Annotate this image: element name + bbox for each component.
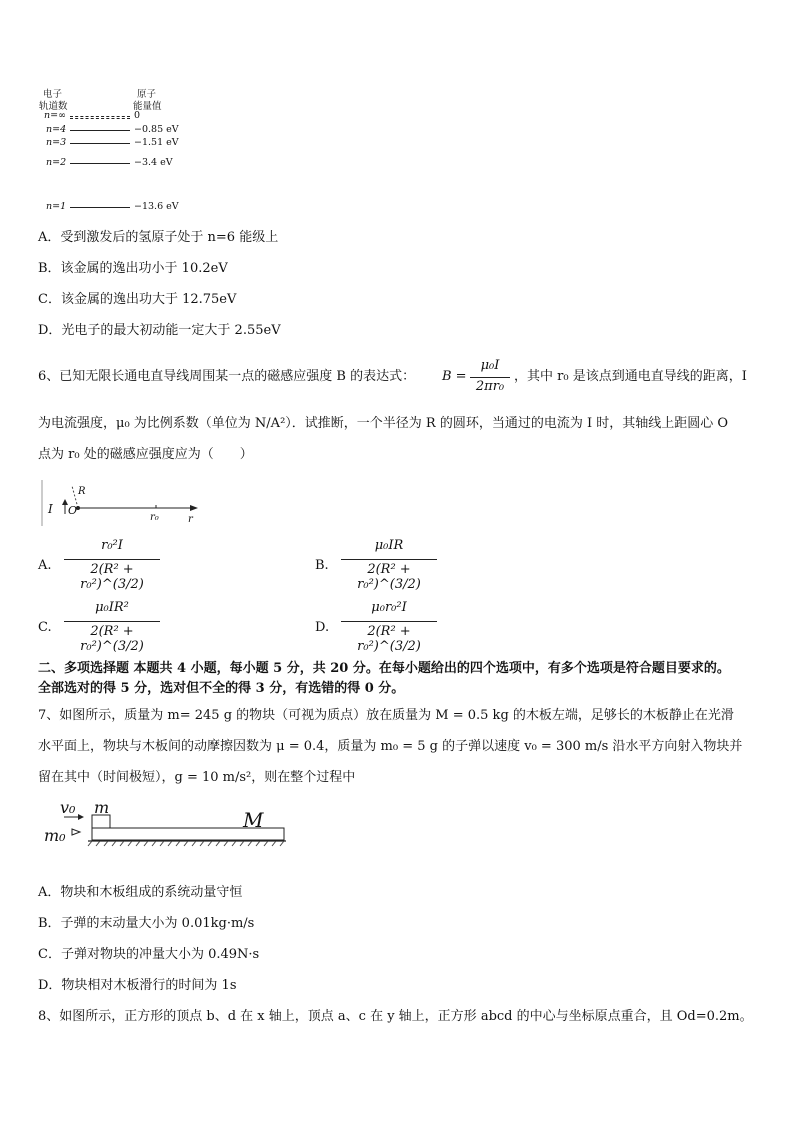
q7-option-a: A．物块和木板组成的系统动量守恒: [38, 885, 243, 900]
level-label-3: n=3: [46, 137, 67, 148]
q6-option-d-label: D.: [315, 620, 330, 635]
level-label-1: n=1: [46, 201, 67, 212]
q6-option-d-bar: [341, 621, 437, 622]
diagram-header-atom: 原子: [137, 89, 157, 100]
q6-option-b-num: μ₀IR: [374, 538, 404, 553]
level-line-4: [70, 130, 130, 131]
level-label-inf: n=∞: [44, 110, 66, 121]
q8-line1: 8、如图所示，正方形的顶点 b、d 在 x 轴上，顶点 a、c 在 y 轴上，正方形 abcd 的中心与坐标原点重合，且 Od=0.2m。: [38, 1009, 753, 1024]
velocity-arrowhead: [78, 814, 84, 820]
q6-option-d-den: 2(R² + r₀²)^(3/2): [357, 624, 421, 654]
q6-figure: [38, 474, 208, 530]
level-line-3: [70, 143, 130, 144]
q6-line2: 为电流强度，μ₀ 为比例系数（单位为 N/A²）．试推断，一个半径为 R 的圆环，当通过的电流为 I 时，其轴线上距圆心 O: [38, 416, 729, 431]
q7-figure: [40, 798, 290, 864]
q6-figure-svg: [38, 474, 208, 530]
level-energy-inf: 0: [134, 110, 141, 121]
level-line-inf: [70, 116, 130, 117]
q5-option-b: B．该金属的逸出功小于 10.2eV: [38, 261, 228, 276]
label-I: I: [48, 502, 53, 516]
diagram-header-electron: 电子: [43, 89, 63, 100]
q7-line2: 水平面上，物块与木板间的动摩擦因数为 μ = 0.4，质量为 m₀ = 5 g 的子弹以速度 v₀ = 300 m/s 沿水平方向射入物块并: [38, 739, 743, 754]
diagram-header-orbit: 轨道数: [39, 101, 68, 112]
q7-line3: 留在其中（时间极短），g = 10 m/s²，则在整个过程中: [38, 770, 356, 785]
q6-line1-b: ，其中 r₀ 是该点到通电直导线的距离，I: [514, 369, 747, 384]
bullet-shape: [72, 829, 80, 835]
q6-option-a-den: 2(R² + r₀²)^(3/2): [80, 562, 144, 592]
label-M: M: [243, 808, 264, 832]
level-energy-2: −3.4 eV: [134, 157, 173, 168]
label-r: r: [188, 514, 193, 525]
q6-option-c-bar: [64, 621, 160, 622]
q7-option-d: D．物块相对木板滑行的时间为 1s: [38, 978, 237, 993]
q6-option-b-den: 2(R² + r₀²)^(3/2): [357, 562, 421, 592]
q6-option-a-num: r₀²I: [101, 538, 123, 553]
q7-option-c: C．子弹对物块的冲量大小为 0.49N·s: [38, 947, 260, 962]
diagram-header-energy: 能量值: [133, 101, 162, 112]
level-line-inf-2: [70, 118, 130, 119]
q6-option-c-label: C.: [38, 620, 52, 635]
label-R: R: [78, 486, 86, 497]
ground-hatch: [88, 841, 284, 846]
level-line-2: [70, 163, 130, 164]
label-r0: r₀: [150, 512, 159, 523]
q6-option-c-num: μ₀IR²: [95, 600, 129, 615]
label-m: m: [94, 798, 110, 817]
label-O: O: [68, 504, 78, 517]
q6-line1-a: 6、已知无限长通电直导线周围某一点的磁感应强度 B 的表达式：: [38, 369, 416, 384]
level-energy-3: −1.51 eV: [134, 137, 179, 148]
q6-option-b-label: B.: [315, 558, 329, 573]
q6-option-b-bar: [341, 559, 437, 560]
level-label-2: n=2: [46, 157, 67, 168]
q6-line3: 点为 r₀ 处的磁感应强度应为（ ）: [38, 447, 253, 462]
q7-option-b: B．子弹的末动量大小为 0.01kg·m/s: [38, 916, 255, 931]
section2-line1: 二、多项选择题 本题共 4 小题，每小题 5 分，共 20 分。在每小题给出的四个选项中，有多个选项是符合题目要求的。: [38, 661, 730, 676]
q6-option-d-num: μ₀r₀²I: [371, 600, 407, 615]
level-energy-1: −13.6 eV: [134, 201, 179, 212]
q6-formula-bar: [470, 377, 510, 378]
q5-option-d: D．光电子的最大初动能一定大于 2.55eV: [38, 323, 281, 338]
section2-line2: 全部选对的得 5 分，选对但不全的得 3 分，有选错的得 0 分。: [38, 681, 405, 696]
level-label-4: n=4: [46, 124, 67, 135]
q6-formula-num: μ₀I: [480, 358, 500, 373]
q6-formula-den: 2πr₀: [475, 379, 505, 394]
q5-option-a: A．受到激发后的氢原子处于 n=6 能级上: [38, 230, 279, 245]
q6-option-a-bar: [64, 559, 160, 560]
level-line-1: [70, 207, 130, 208]
label-m0: m₀: [44, 826, 66, 845]
q6-formula-lhs: B =: [442, 369, 467, 384]
q6-option-a-label: A.: [38, 558, 52, 573]
q6-option-c-den: 2(R² + r₀²)^(3/2): [80, 624, 144, 654]
axis-arrowhead: [190, 505, 198, 511]
q6-formula: [442, 358, 512, 398]
q7-line1: 7、如图所示，质量为 m= 245 g 的物块（可视为质点）放在质量为 M = 0.5 kg 的木板左端，足够长的木板静止在光滑: [38, 708, 734, 723]
level-energy-4: −0.85 eV: [134, 124, 179, 135]
q5-option-c: C．该金属的逸出功大于 12.75eV: [38, 292, 237, 307]
label-v0: v₀: [60, 798, 76, 817]
